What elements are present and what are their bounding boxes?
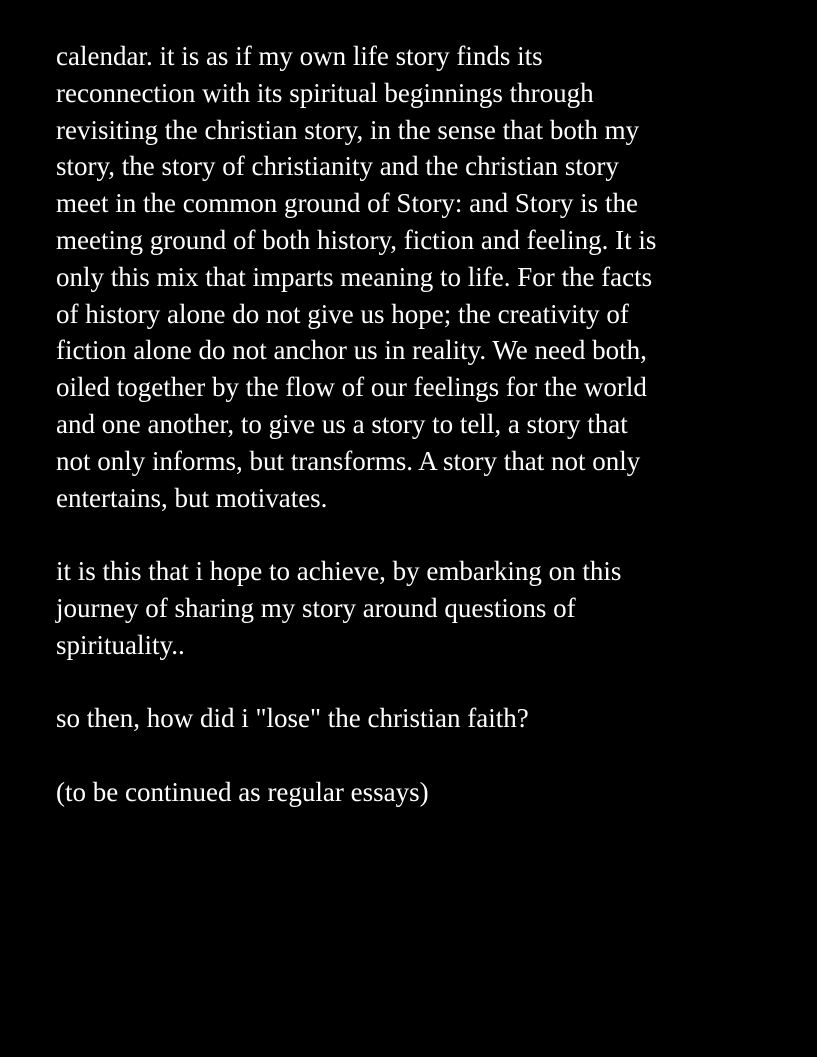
text-line: of history alone do not give us hope; the creativity of xyxy=(56,298,629,329)
text-line: (to be continued as regular essays) xyxy=(56,776,429,807)
text-line: journey of sharing my story around questions of xyxy=(56,592,576,623)
text-line: story, the story of christianity and the christian story xyxy=(56,151,619,182)
text-line: meeting ground of both history, fiction and feeling. It is xyxy=(56,224,657,255)
text-line: oiled together by the flow of our feelings for the world xyxy=(56,372,647,403)
text-line: only this mix that imparts meaning to life. For the facts xyxy=(56,261,653,292)
text-line: so then, how did i "lose" the christian faith? xyxy=(56,703,529,734)
text-line: revisiting the christian story, in the sense that both my xyxy=(56,114,640,145)
text-line: spirituality.. xyxy=(56,629,185,660)
essay-text xyxy=(56,38,796,848)
text-line: and one another, to give us a story to tell, a story that xyxy=(56,408,628,439)
paragraph-2 xyxy=(56,553,796,663)
paragraph-1 xyxy=(56,38,796,516)
text-line: not only informs, but transforms. A story that not only xyxy=(56,445,641,476)
text-line: fiction alone do not anchor us in reality. We need both, xyxy=(56,335,647,366)
text-line: it is this that i hope to achieve, by embarking on this xyxy=(56,556,622,587)
text-line: entertains, but motivates. xyxy=(56,482,328,513)
text-line: reconnection with its spiritual beginnings through xyxy=(56,77,594,108)
text-line: calendar. it is as if my own life story finds its xyxy=(56,41,543,71)
paragraph-3 xyxy=(56,700,796,737)
paragraph-4 xyxy=(56,774,796,811)
text-line: meet in the common ground of Story: and Story is the xyxy=(56,188,638,219)
